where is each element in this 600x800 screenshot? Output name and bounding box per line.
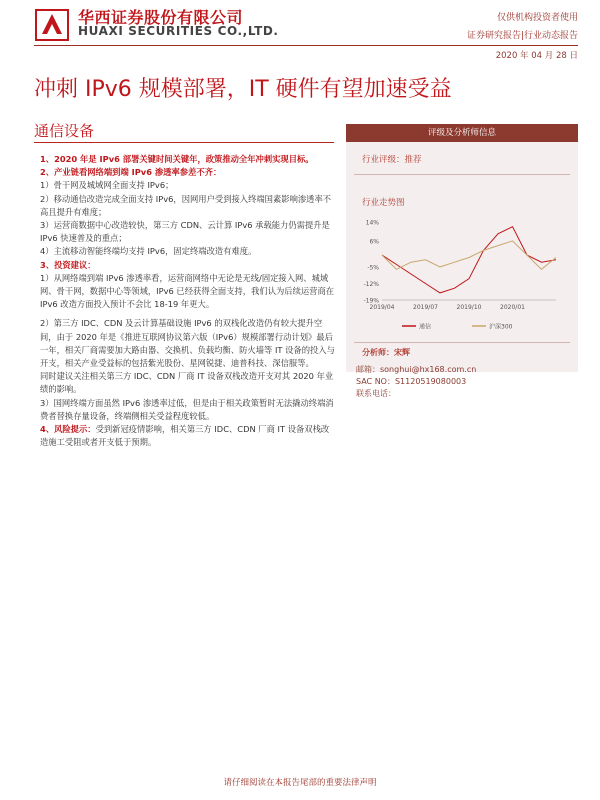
paragraph: 同时建议关注相关第三方 IDC、CDN 厂商 IT 设备双栈改造开支对其 2020 年业绩的影响。: [40, 371, 334, 395]
y-tick-label: -12%: [363, 280, 379, 288]
analyst-sac-number: SAC NO：S1120519080003: [356, 377, 467, 386]
section-heading-4: 4、风险提示：: [40, 424, 96, 435]
report-type-tag: 证券研究报告|行业动态报告: [466, 31, 578, 41]
report-title: 冲刺 IPv6 规模部署，IT 硬件有望加速受益: [34, 77, 452, 102]
paragraph: 1）骨干网及城域网全面支持 IPv6；: [40, 180, 174, 191]
x-tick-label: 2019/04: [369, 304, 395, 311]
brand-name-en: HUAXI SECURITIES CO.,LTD.: [78, 24, 279, 38]
industry-rating: 行业评级：推荐: [362, 155, 422, 165]
y-tick-label: -19%: [363, 297, 379, 305]
header-divider: [34, 45, 578, 46]
rating-panel: [346, 124, 578, 372]
panel-header: 评级及分析师信息: [346, 124, 578, 142]
report-date: 2020 年 04 月 28 日: [495, 51, 578, 61]
panel-divider: [354, 174, 570, 175]
industry-trend-chart: [360, 216, 564, 344]
section-heading-2: 2、产业链看网络端到端 IPv6 渗透率参差不齐：: [40, 167, 222, 178]
analyst-email: 邮箱：songhui@hx168.com.cn: [356, 365, 477, 374]
legend-label: 通信: [419, 323, 432, 331]
audience-tag: 仅供机构投资者使用: [496, 13, 578, 23]
paragraph: 3）运营商数据中心改造较快，第三方 CDN、云计算 IPv6 承载能力仍需提升是 IPv6 快速普及的重点；: [40, 220, 330, 244]
paragraph: 2）移动通信改造完成全面支持 IPv6，因网用户受到接入终端国素影响渗透率不高且提升有难度；: [40, 193, 332, 217]
x-tick-label: 2019/10: [456, 304, 482, 311]
x-tick-label: 2020/01: [500, 304, 525, 311]
series-line: [382, 241, 556, 269]
sector-divider: [34, 142, 334, 143]
legend-label: 沪深300: [489, 323, 513, 331]
sector-title: 通信设备: [34, 122, 95, 140]
trend-chart-title: 行业走势图: [362, 198, 405, 208]
huaxi-logo-icon: [34, 8, 70, 42]
analyst-name: 分析师：宋辉: [362, 348, 410, 357]
series-line: [382, 227, 556, 293]
legal-footer: 请仔细阅读在本报告尾部的重要法律声明: [223, 778, 377, 788]
paragraph: 4）主流移动智能终端均支持 IPv6，固定终端改造有难度。: [40, 246, 257, 257]
section-heading-1: 1、2020 年是 IPv6 部署关键时间关键年，政策推动全年冲刺实现目标。: [40, 154, 314, 164]
x-tick-label: 2019/07: [413, 304, 438, 311]
y-tick-label: 14%: [365, 219, 379, 227]
brand-name-cn: 华西证券股份有限公司: [78, 8, 244, 27]
report-body: [40, 153, 336, 449]
panel-divider: [354, 342, 570, 343]
y-tick-label: 6%: [369, 238, 379, 246]
analyst-contact: [356, 364, 476, 400]
paragraph: 受到新冠疫情影响，相关第三方 IDC、CDN 厂商 IT 设备双栈改造施工受阻或者开支低于预期。: [40, 424, 330, 448]
analyst-phone: 联系电话：: [356, 389, 396, 398]
y-tick-label: -5%: [367, 264, 379, 272]
paragraph: 1）从网络端到端 IPv6 渗透率看，运营商网络中无论是无线/固定接入网、城域网、骨干网，数据中心等领域，IPv6 已经获得全面支持，我们认为后续运营商在 IPv6 改造方面投入预计不会比 18-19 年更大。: [40, 272, 335, 310]
section-heading-3: 3、投资建议：: [40, 259, 96, 270]
paragraph: 3）国网终端方面虽然 IPv6 渗透率过低，但是由于相关政策暂时无法撬动终端消费者替换存量设备，终端侧相关受益程度较低。: [40, 397, 334, 421]
paragraph: 2）第三方 IDC、CDN 及云计算基础设施 IPv6 的双栈化改造仍有较大提升空间，由于 2020 年是《推进互联网协议第六版（IPv6）规模部署行动计划》最后一年，相关厂商需要加大路由器、交换机、负载均衡、防火墙等 IT 设备的投入与开支，相关产业受益标的包括紫光股份、星网锐捷、迪普科技、深信服等。: [40, 318, 335, 369]
